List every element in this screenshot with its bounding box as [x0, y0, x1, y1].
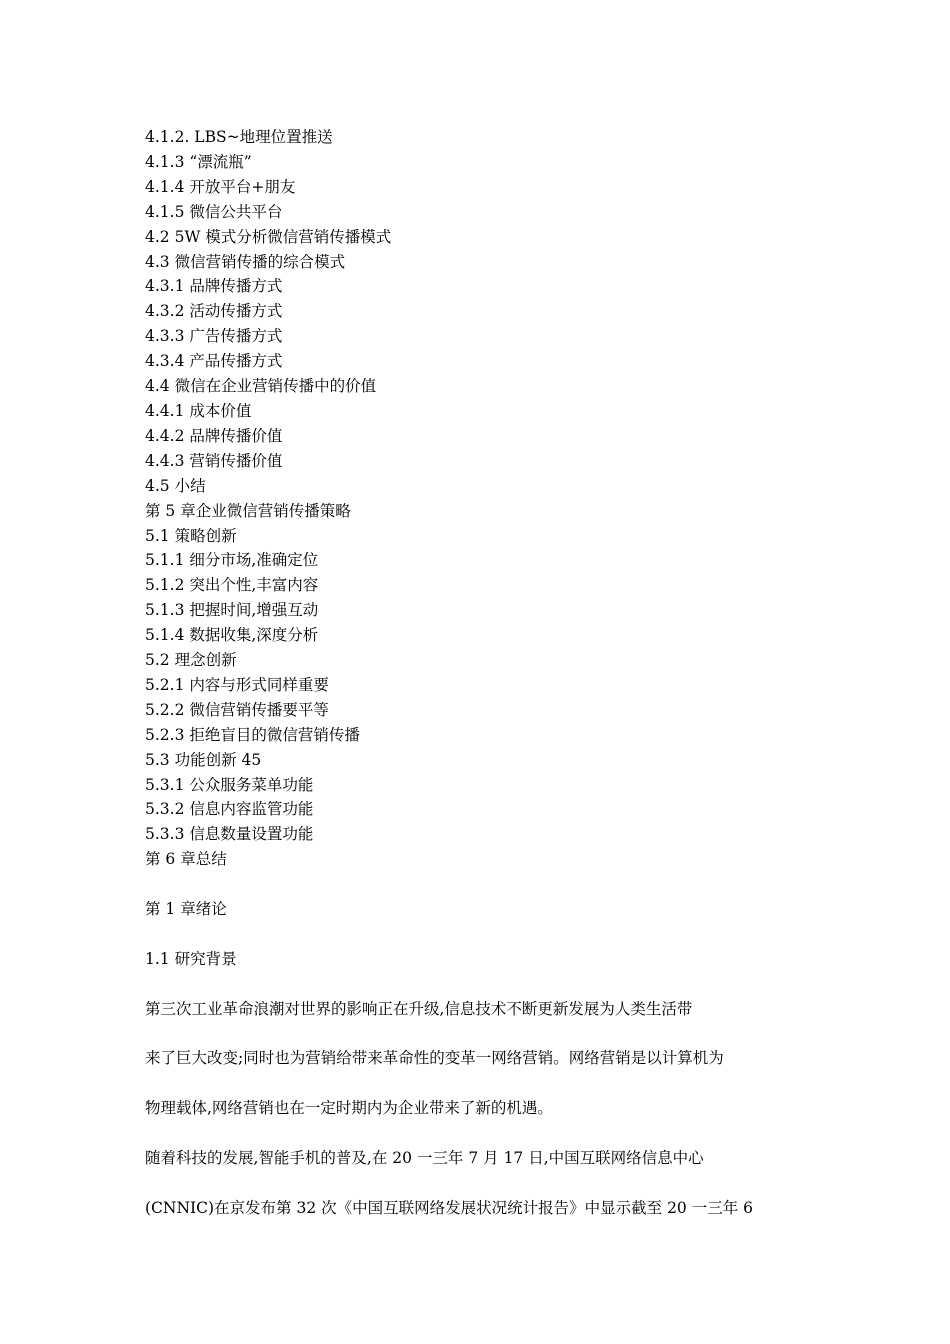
toc-entry: 5.3 功能创新 45	[145, 750, 262, 769]
paragraph-line: (CNNIC)在京发布第 32 次《中国互联网络发展状况统计报告》中显示截至 20 一三年 6	[145, 1199, 754, 1217]
document-body	[145, 0, 845, 1344]
toc-entry: 5.2.3 拒绝盲目的微信营销传播	[145, 725, 360, 744]
toc-entry: 5.1.3 把握时间,增强互动	[145, 601, 319, 620]
toc-entry: 4.3 微信营销传播的综合模式	[145, 252, 346, 271]
toc-entry: 4.1.4 开放平台+朋友	[145, 177, 296, 196]
toc-entry: 4.1.3 “漂流瓶”	[145, 152, 252, 171]
paragraph-line: 随着科技的发展,智能手机的普及,在 20 一三年 7 月 17 日,中国互联网络信息中心	[145, 1149, 704, 1167]
toc-entry: 第 5 章企业微信营销传播策略	[145, 501, 351, 520]
paragraph-line: 第三次工业革命浪潮对世界的影响正在升级,信息技术不断更新发展为人类生活带	[145, 1000, 693, 1018]
toc-entry: 4.4 微信在企业营销传播中的价值	[145, 377, 377, 396]
toc-entry: 4.3.3 广告传播方式	[145, 327, 283, 346]
toc-entry: 5.3.3 信息数量设置功能	[145, 825, 314, 844]
toc-entry: 5.2.1 内容与形式同样重要	[145, 675, 329, 694]
toc-entry: 4.2 5W 模式分析微信营销传播模式	[145, 227, 392, 246]
toc-entry: 5.1 策略创新	[145, 526, 237, 545]
toc-entry: 5.2 理念创新	[145, 651, 237, 670]
toc-entry: 4.3.4 产品传播方式	[145, 352, 283, 371]
toc-entry: 5.2.2 微信营销传播要平等	[145, 700, 329, 719]
toc-entry: 4.4.3 营销传播价值	[145, 451, 283, 470]
toc-entry: 5.3.1 公众服务菜单功能	[145, 775, 314, 794]
toc-entry: 5.1.4 数据收集,深度分析	[145, 626, 319, 645]
toc-entry: 4.4.2 品牌传播价值	[145, 426, 283, 445]
paragraph-line: 物理载体,网络营销也在一定时期内为企业带来了新的机遇。	[145, 1099, 553, 1117]
toc-entry: 4.3.2 活动传播方式	[145, 302, 283, 321]
toc-entry: 4.5 小结	[145, 476, 206, 495]
toc-entry: 4.4.1 成本价值	[145, 401, 252, 420]
toc-entry: 5.3.2 信息内容监管功能	[145, 800, 314, 819]
toc-entry: 第 6 章总结	[145, 850, 227, 869]
toc-entry: 4.1.5 微信公共平台	[145, 202, 283, 221]
toc-entry: 5.1.1 细分市场,准确定位	[145, 551, 319, 570]
chapter-heading: 第 1 章绪论	[145, 900, 227, 918]
toc-entry: 4.3.1 品牌传播方式	[145, 277, 283, 296]
paragraph-line: 来了巨大改变;同时也为营销给带来革命性的变革一网络营销。网络营销是以计算机为	[145, 1049, 724, 1067]
section-heading: 1.1 研究背景	[145, 950, 237, 968]
toc-entry: 5.1.2 突出个性,丰富内容	[145, 576, 319, 595]
toc-entry: 4.1.2. LBS~地理位置推送	[145, 128, 333, 146]
